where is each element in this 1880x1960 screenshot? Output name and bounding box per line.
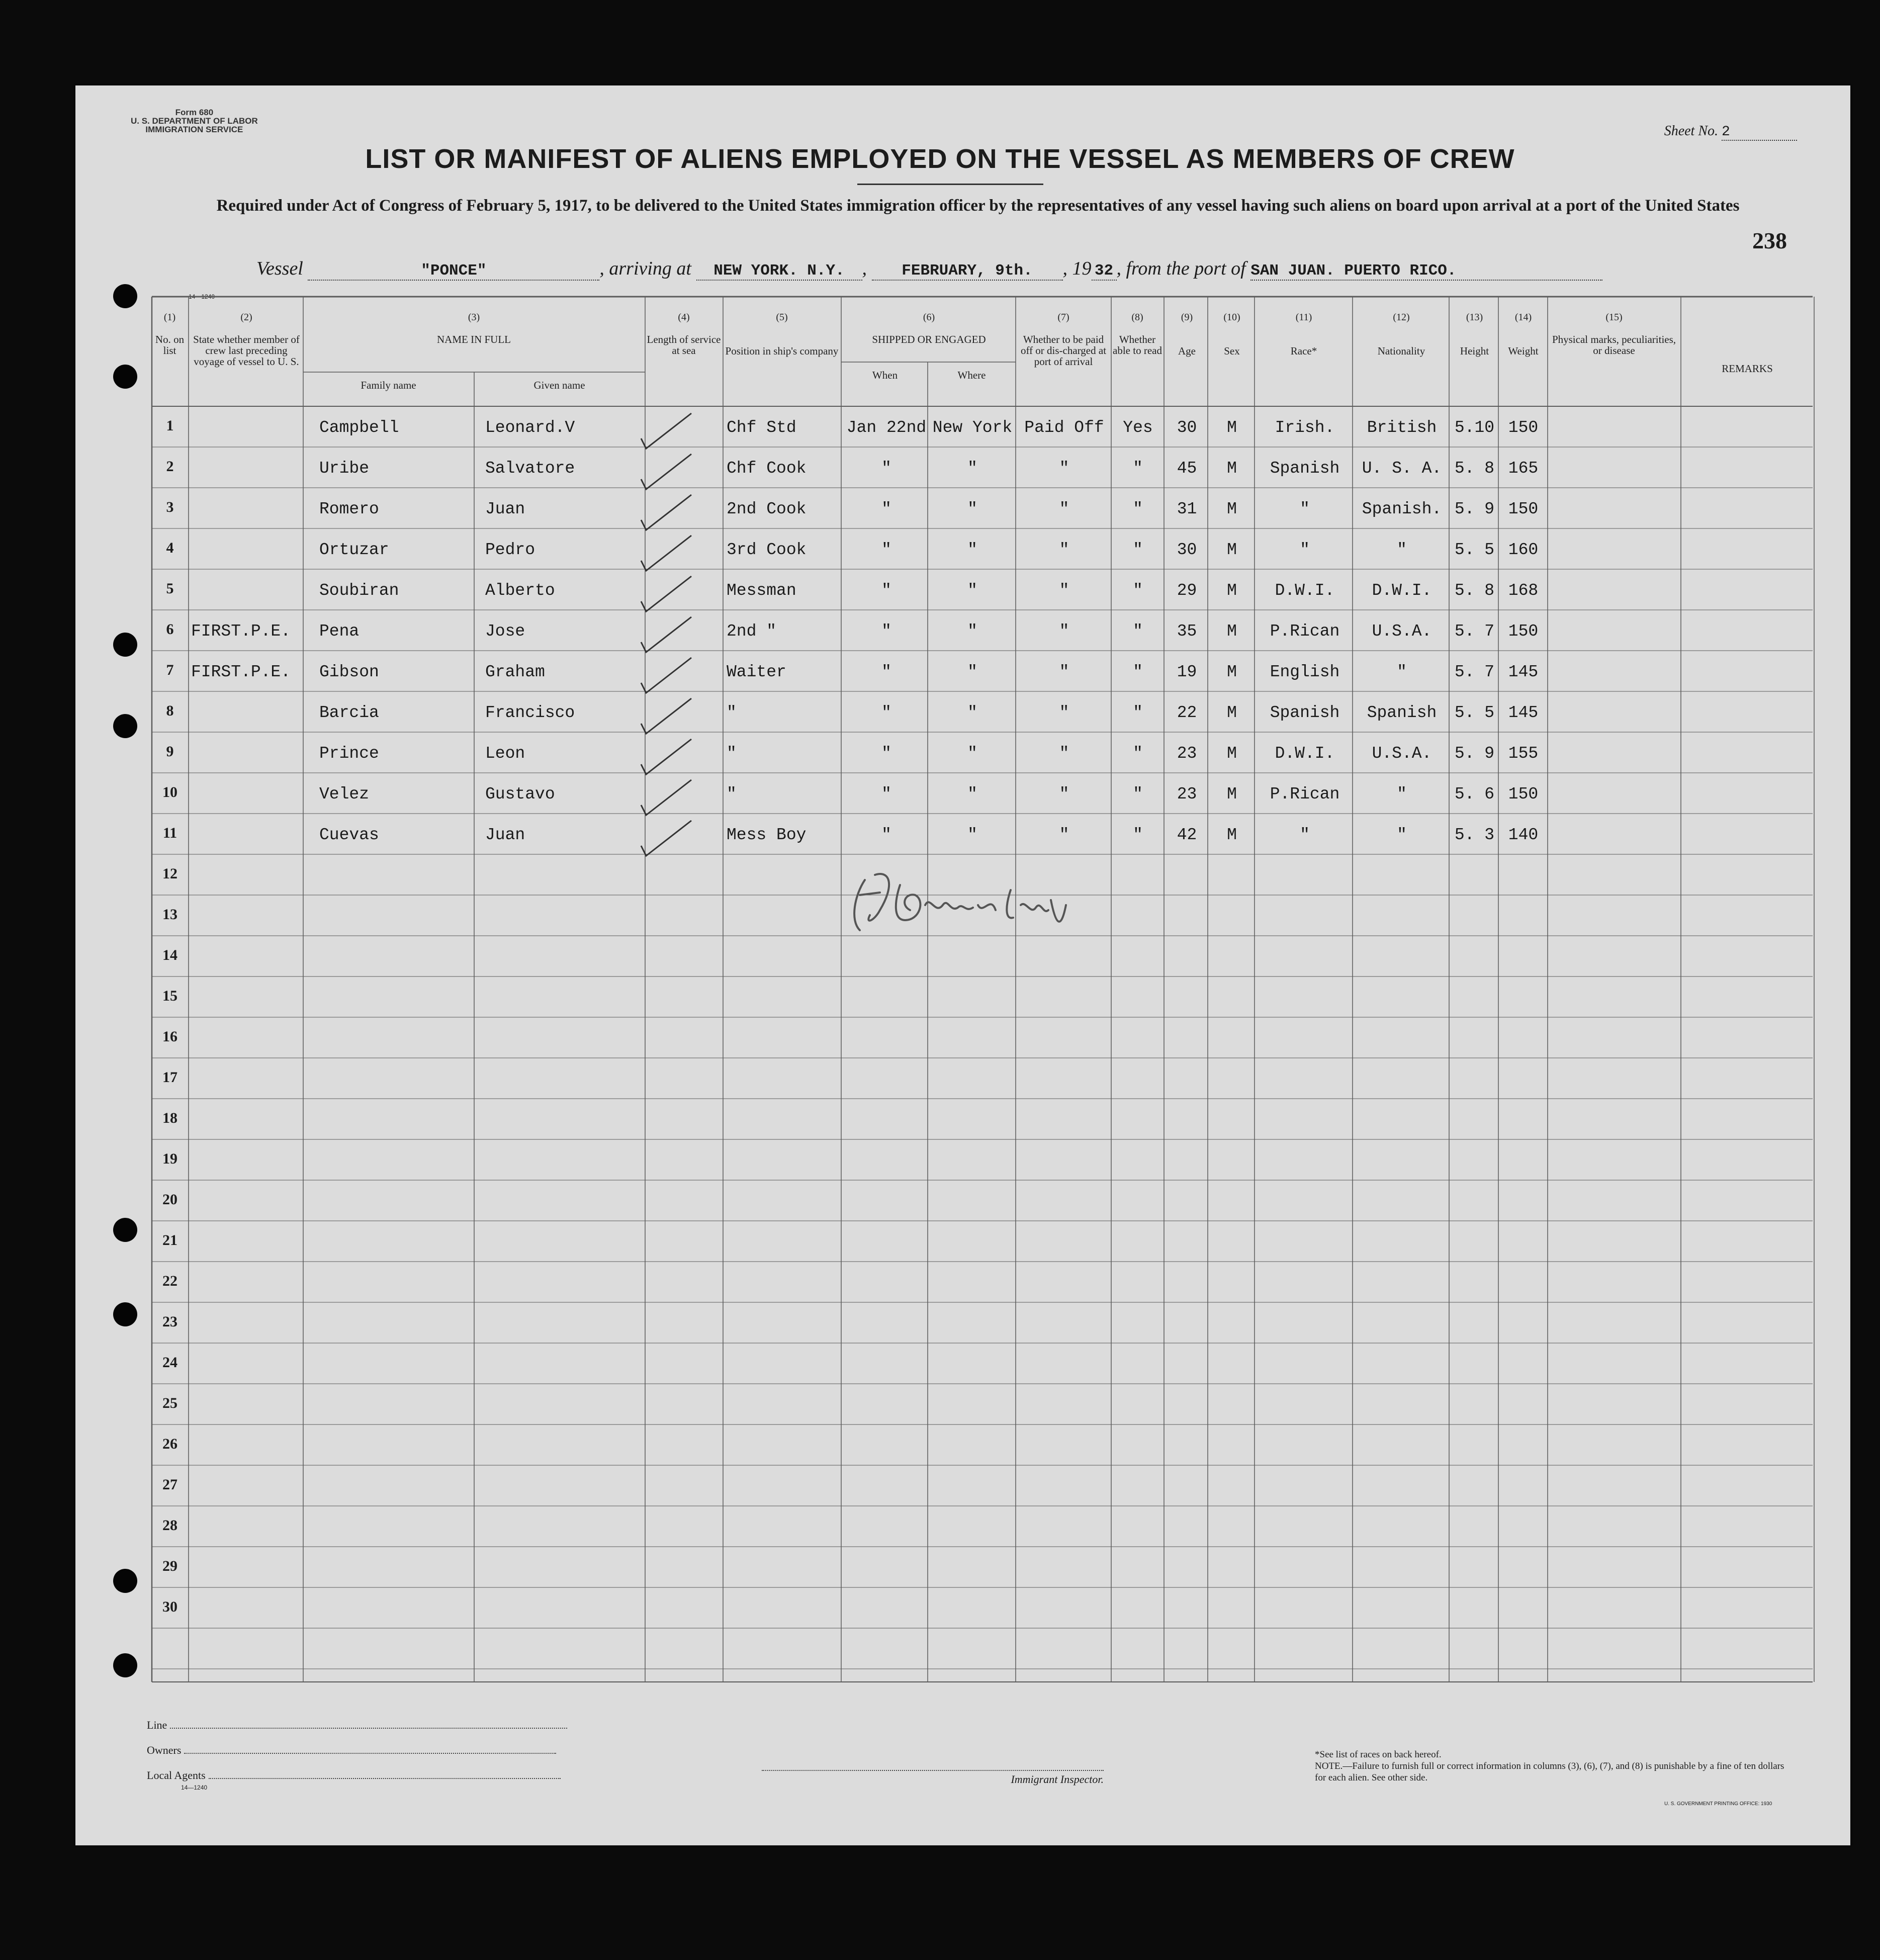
cell-nationality: " bbox=[1397, 541, 1407, 559]
printing-office-imprint: U. S. GOVERNMENT PRINTING OFFICE: 1930 bbox=[1664, 1801, 1772, 1807]
cell-read: " bbox=[1133, 581, 1143, 600]
cell-paid: " bbox=[1059, 785, 1069, 804]
cell-when: " bbox=[881, 826, 891, 844]
col8-number: (8) bbox=[1131, 312, 1143, 323]
cell-height: 5.10 bbox=[1454, 418, 1495, 437]
footer-notes bbox=[1315, 1749, 1787, 1784]
row-number: 26 bbox=[162, 1436, 177, 1452]
row-number: 29 bbox=[162, 1558, 177, 1574]
col3b-title: Given name bbox=[533, 379, 585, 391]
cell-height: 5. 9 bbox=[1454, 744, 1495, 763]
cell-paid: " bbox=[1059, 500, 1069, 518]
col6-number: (6) bbox=[923, 312, 935, 323]
col15-title: Physical marks, peculiarities, or disease bbox=[1552, 333, 1676, 357]
cell-read: " bbox=[1133, 541, 1143, 559]
row-number: 19 bbox=[162, 1150, 177, 1167]
cell-race: P.Rican bbox=[1270, 785, 1340, 804]
row-number: 27 bbox=[162, 1476, 177, 1493]
cell-paid: " bbox=[1059, 541, 1069, 559]
cell-read: " bbox=[1133, 826, 1143, 844]
cell-weight: 140 bbox=[1508, 826, 1539, 844]
cell-prev-voyage: FIRST.P.E. bbox=[191, 622, 291, 641]
cell-race: " bbox=[1300, 541, 1310, 559]
cell-family: Pena bbox=[319, 622, 360, 641]
cell-nationality: D.W.I. bbox=[1372, 581, 1432, 600]
cell-weight: 155 bbox=[1508, 744, 1539, 763]
cell-race: P.Rican bbox=[1270, 622, 1340, 641]
form-number: Form 680 bbox=[175, 108, 214, 117]
col11-title: Race* bbox=[1290, 345, 1317, 357]
cell-position: Messman bbox=[727, 581, 796, 600]
cell-prev-voyage: FIRST.P.E. bbox=[191, 663, 291, 681]
row-number: 11 bbox=[162, 825, 177, 841]
row-number: 22 bbox=[162, 1273, 177, 1289]
cell-height: 5. 7 bbox=[1454, 663, 1495, 681]
col11-number: (11) bbox=[1295, 312, 1312, 323]
cell-height: 5. 7 bbox=[1454, 622, 1495, 641]
cell-given: Alberto bbox=[485, 581, 555, 600]
cell-when: " bbox=[881, 703, 891, 722]
cell-where: " bbox=[967, 622, 977, 641]
cell-height: 5. 3 bbox=[1454, 826, 1495, 844]
cell-height: 5. 8 bbox=[1454, 581, 1495, 600]
cell-position: " bbox=[727, 744, 737, 763]
cell-given: Graham bbox=[485, 663, 545, 681]
cell-given: Gustavo bbox=[485, 785, 555, 804]
footer-owners-label: Owners bbox=[147, 1744, 182, 1756]
cell-given: Juan bbox=[485, 826, 525, 844]
col12-title: Nationality bbox=[1377, 345, 1425, 357]
cell-family: Prince bbox=[319, 744, 379, 763]
punch-hole bbox=[113, 284, 137, 308]
footer-print-code: 14—1240 bbox=[181, 1784, 208, 1791]
cell-where: " bbox=[967, 541, 977, 559]
cell-sex: M bbox=[1227, 541, 1237, 559]
row-number: 23 bbox=[162, 1313, 177, 1330]
row-number: 14 bbox=[162, 947, 177, 963]
penalty-note: NOTE.—Failure to furnish full or correct information in columns (3), (6), (7), and (8) is punishable by a fine of ten dollars for each alien. See other side. bbox=[1315, 1761, 1784, 1783]
col10-title: Sex bbox=[1224, 345, 1240, 357]
vessel-label: Vessel bbox=[256, 258, 303, 279]
cell-weight: 168 bbox=[1508, 581, 1539, 600]
col13-header bbox=[1451, 312, 1498, 357]
cell-weight: 160 bbox=[1508, 541, 1539, 559]
cell-where: New York bbox=[932, 418, 1013, 437]
col11-header bbox=[1256, 312, 1352, 357]
cell-paid: " bbox=[1059, 663, 1069, 681]
punch-hole bbox=[113, 365, 137, 389]
cell-family: Gibson bbox=[319, 663, 379, 681]
cell-age: 30 bbox=[1177, 541, 1197, 559]
cell-nationality: British bbox=[1367, 418, 1437, 437]
cell-race: Irish. bbox=[1275, 418, 1335, 437]
cell-height: 5. 8 bbox=[1454, 459, 1495, 478]
cell-sex: M bbox=[1227, 826, 1237, 844]
cell-age: 23 bbox=[1177, 744, 1197, 763]
col3-header bbox=[304, 312, 644, 345]
cell-paid: " bbox=[1059, 459, 1069, 478]
col4-title: Length of service at sea bbox=[647, 333, 721, 357]
cell-age: 19 bbox=[1177, 663, 1197, 681]
cell-age: 31 bbox=[1177, 500, 1197, 518]
cell-where: " bbox=[967, 500, 977, 518]
cell-weight: 150 bbox=[1508, 418, 1539, 437]
cell-sex: M bbox=[1227, 785, 1237, 804]
punch-hole bbox=[113, 1653, 137, 1677]
cell-height: 5. 5 bbox=[1454, 703, 1495, 722]
races-note: *See list of races on back hereof. bbox=[1315, 1749, 1442, 1760]
cell-when: " bbox=[881, 581, 891, 600]
cell-paid: " bbox=[1059, 581, 1069, 600]
cell-when: " bbox=[881, 744, 891, 763]
col6b-title: Where bbox=[957, 369, 986, 381]
col16-title: REMARKS bbox=[1722, 363, 1773, 375]
cell-nationality: U.S.A. bbox=[1372, 744, 1432, 763]
vessel-name: "PONCE" bbox=[308, 262, 599, 281]
sheet-number-label: Sheet No. bbox=[1664, 123, 1718, 139]
col1-title: No. on list bbox=[155, 333, 185, 357]
punch-hole bbox=[113, 714, 137, 738]
cell-read: " bbox=[1133, 459, 1143, 478]
col13-number: (13) bbox=[1466, 312, 1483, 323]
footer-agents-field bbox=[147, 1769, 561, 1782]
punch-hole bbox=[113, 1569, 137, 1593]
cell-race: " bbox=[1300, 826, 1310, 844]
col5-number: (5) bbox=[776, 312, 788, 323]
cell-sex: M bbox=[1227, 622, 1237, 641]
row-number: 17 bbox=[162, 1069, 177, 1086]
punch-hole bbox=[113, 633, 137, 657]
cell-weight: 150 bbox=[1508, 500, 1539, 518]
cell-given: Leon bbox=[485, 744, 525, 763]
cell-weight: 145 bbox=[1508, 663, 1539, 681]
cell-nationality: " bbox=[1397, 826, 1407, 844]
cell-race: D.W.I. bbox=[1275, 744, 1335, 763]
cell-family: Cuevas bbox=[319, 826, 379, 844]
cell-position: 2nd Cook bbox=[727, 500, 807, 518]
cell-family: Uribe bbox=[319, 459, 370, 478]
from-port: SAN JUAN. PUERTO RICO. bbox=[1250, 262, 1602, 281]
cell-read: " bbox=[1133, 663, 1143, 681]
col5-title: Position in ship's company bbox=[725, 345, 839, 357]
col10-number: (10) bbox=[1223, 312, 1240, 323]
title-rule bbox=[857, 184, 1043, 185]
cell-family: Velez bbox=[319, 785, 370, 804]
cell-where: " bbox=[967, 703, 977, 722]
cell-weight: 150 bbox=[1508, 785, 1539, 804]
arrival-year: 32 bbox=[1092, 262, 1117, 281]
cell-when: " bbox=[881, 622, 891, 641]
cell-family: Romero bbox=[319, 500, 379, 518]
cell-given: Jose bbox=[485, 622, 525, 641]
cell-family: Campbell bbox=[319, 418, 399, 437]
cell-when: " bbox=[881, 785, 891, 804]
footer-line-field bbox=[147, 1719, 567, 1732]
cell-given: Francisco bbox=[485, 703, 575, 722]
cell-read: " bbox=[1133, 785, 1143, 804]
col8-header bbox=[1112, 312, 1162, 356]
col15-header bbox=[1549, 312, 1679, 356]
cell-paid: " bbox=[1059, 622, 1069, 641]
col16-header bbox=[1682, 363, 1813, 374]
cell-sex: M bbox=[1227, 703, 1237, 722]
cell-sex: M bbox=[1227, 663, 1237, 681]
col14-number: (14) bbox=[1514, 312, 1532, 323]
row-number: 2 bbox=[166, 458, 174, 475]
cell-nationality: " bbox=[1397, 663, 1407, 681]
cell-when: Jan 22nd bbox=[846, 418, 927, 437]
cell-position: Mess Boy bbox=[727, 826, 807, 844]
col15-number: (15) bbox=[1605, 312, 1623, 323]
col6-header bbox=[842, 312, 1016, 345]
row-number: 3 bbox=[166, 499, 174, 515]
cell-nationality: U.S.A. bbox=[1372, 622, 1432, 641]
col7-number: (7) bbox=[1057, 312, 1069, 323]
inspector-signature bbox=[845, 865, 1086, 940]
cell-nationality: U. S. A. bbox=[1362, 459, 1442, 478]
cell-height: 5. 5 bbox=[1454, 541, 1495, 559]
cell-sex: M bbox=[1227, 500, 1237, 518]
col3-title: NAME IN FULL bbox=[437, 333, 511, 345]
arrival-date: FEBRUARY, 9th. bbox=[872, 262, 1063, 281]
col7-header bbox=[1017, 312, 1110, 367]
cell-paid: " bbox=[1059, 703, 1069, 722]
cell-read: " bbox=[1133, 622, 1143, 641]
cell-nationality: " bbox=[1397, 785, 1407, 804]
row-number: 4 bbox=[166, 540, 174, 556]
col14-title: Weight bbox=[1508, 345, 1539, 357]
cell-where: " bbox=[967, 663, 977, 681]
cell-given: Juan bbox=[485, 500, 525, 518]
cell-age: 22 bbox=[1177, 703, 1197, 722]
row-number: 16 bbox=[162, 1028, 177, 1045]
cell-age: 35 bbox=[1177, 622, 1197, 641]
cell-weight: 150 bbox=[1508, 622, 1539, 641]
cell-where: " bbox=[967, 581, 977, 600]
row-number: 1 bbox=[166, 417, 174, 434]
col3a-title: Family name bbox=[361, 379, 416, 391]
row-number: 12 bbox=[162, 865, 177, 882]
cell-race: Spanish bbox=[1270, 703, 1340, 722]
col1-header bbox=[153, 312, 186, 356]
document-subtitle: Required under Act of Congress of February 5, 1917, to be delivered to the United States immigration officer by the representatives of any vessel having such aliens on board upon arrival at a port of the United States bbox=[216, 197, 1740, 215]
cell-read: " bbox=[1133, 500, 1143, 518]
col6-title: SHIPPED OR ENGAGED bbox=[872, 333, 986, 345]
cell-when: " bbox=[881, 500, 891, 518]
col9-title: Age bbox=[1178, 345, 1196, 357]
col8-title: Whether able to read bbox=[1113, 333, 1162, 357]
cell-position: 2nd " bbox=[727, 622, 777, 641]
vessel-line: Vessel "PONCE" , arriving at NEW YORK. N.Y. , FEBRUARY, 9th. , 19 32 , from the port of SAN JUAN. PUERTO RICO. bbox=[256, 257, 1602, 281]
sheet-number-value: 2 bbox=[1722, 124, 1797, 141]
row-number: 5 bbox=[166, 580, 174, 597]
row-number: 21 bbox=[162, 1232, 177, 1249]
cell-weight: 165 bbox=[1508, 459, 1539, 478]
punch-hole bbox=[113, 1302, 137, 1326]
sheet-number bbox=[1664, 123, 1797, 141]
col4-header bbox=[646, 312, 722, 356]
cell-position: 3rd Cook bbox=[727, 541, 807, 559]
row-number: 28 bbox=[162, 1517, 177, 1534]
row-number: 20 bbox=[162, 1191, 177, 1208]
row-number: 9 bbox=[166, 743, 174, 760]
arriving-at-value: NEW YORK. N.Y. bbox=[696, 262, 862, 281]
cell-height: 5. 6 bbox=[1454, 785, 1495, 804]
row-number: 8 bbox=[166, 702, 174, 719]
cell-nationality: Spanish. bbox=[1362, 500, 1442, 518]
cell-paid: Paid Off bbox=[1024, 418, 1104, 437]
cell-paid: " bbox=[1059, 826, 1069, 844]
cell-given: Pedro bbox=[485, 541, 535, 559]
col12-header bbox=[1354, 312, 1449, 357]
row-number: 30 bbox=[162, 1598, 177, 1615]
cell-age: 23 bbox=[1177, 785, 1197, 804]
cell-family: Barcia bbox=[319, 703, 379, 722]
row-number: 25 bbox=[162, 1395, 177, 1411]
col5-header bbox=[724, 312, 840, 357]
service-name: IMMIGRATION SERVICE bbox=[145, 125, 243, 134]
row-number: 15 bbox=[162, 988, 177, 1004]
cell-read: " bbox=[1133, 703, 1143, 722]
cell-race: English bbox=[1270, 663, 1340, 681]
cell-where: " bbox=[967, 459, 977, 478]
cell-read: Yes bbox=[1123, 418, 1153, 437]
cell-age: 42 bbox=[1177, 826, 1197, 844]
col2-title: State whether member of crew last preceding voyage of vessel to U. S. bbox=[193, 333, 300, 368]
footer-line-label: Line bbox=[147, 1719, 167, 1731]
row-number: 7 bbox=[166, 662, 174, 678]
cell-given: Leonard.V bbox=[485, 418, 575, 437]
cell-when: " bbox=[881, 459, 891, 478]
cell-sex: M bbox=[1227, 581, 1237, 600]
cell-where: " bbox=[967, 744, 977, 763]
print-code: 14—1240 bbox=[189, 293, 215, 300]
cell-race: " bbox=[1300, 500, 1310, 518]
cell-position: " bbox=[727, 703, 737, 722]
col12-number: (12) bbox=[1393, 312, 1410, 323]
row-number: 6 bbox=[166, 621, 174, 638]
col10-header bbox=[1209, 312, 1255, 357]
cell-nationality: Spanish bbox=[1367, 703, 1437, 722]
cell-height: 5. 9 bbox=[1454, 500, 1495, 518]
col9-header bbox=[1166, 312, 1208, 357]
cell-sex: M bbox=[1227, 459, 1237, 478]
row-number: 24 bbox=[162, 1354, 177, 1371]
cell-where: " bbox=[967, 826, 977, 844]
cell-position: Chf Cook bbox=[727, 459, 807, 478]
col4-number: (4) bbox=[678, 312, 690, 323]
cell-position: " bbox=[727, 785, 737, 804]
cell-weight: 145 bbox=[1508, 703, 1539, 722]
cell-paid: " bbox=[1059, 744, 1069, 763]
cell-race: D.W.I. bbox=[1275, 581, 1335, 600]
col3-number: (3) bbox=[468, 312, 480, 323]
col6a-title: When bbox=[872, 369, 898, 381]
cell-position: Waiter bbox=[727, 663, 786, 681]
from-label: , from the port of bbox=[1116, 258, 1246, 279]
arriving-label: , arriving at bbox=[599, 258, 691, 279]
cell-position: Chf Std bbox=[727, 418, 796, 437]
immigrant-inspector-line: Immigrant Inspector. bbox=[762, 1770, 1104, 1786]
col9-number: (9) bbox=[1181, 312, 1193, 323]
cell-given: Salvatore bbox=[485, 459, 575, 478]
cell-age: 29 bbox=[1177, 581, 1197, 600]
cell-age: 30 bbox=[1177, 418, 1197, 437]
page-number: 238 bbox=[1752, 228, 1787, 253]
cell-read: " bbox=[1133, 744, 1143, 763]
department-name: U. S. DEPARTMENT OF LABOR bbox=[131, 116, 258, 126]
footer-agents-label: Local Agents bbox=[147, 1769, 206, 1781]
year-prefix: 19 bbox=[1072, 258, 1092, 279]
col2-number: (2) bbox=[240, 312, 252, 323]
cell-where: " bbox=[967, 785, 977, 804]
cell-family: Soubiran bbox=[319, 581, 399, 600]
row-number: 18 bbox=[162, 1110, 177, 1126]
col2-header bbox=[191, 312, 302, 367]
document-title: LIST OR MANIFEST OF ALIENS EMPLOYED ON THE VESSEL AS MEMBERS OF CREW bbox=[365, 144, 1515, 174]
row-number: 10 bbox=[162, 784, 177, 800]
footer-owners-field bbox=[147, 1744, 556, 1757]
punch-hole bbox=[113, 1218, 137, 1242]
col14-header bbox=[1499, 312, 1547, 357]
cell-when: " bbox=[881, 541, 891, 559]
cell-when: " bbox=[881, 663, 891, 681]
col13-title: Height bbox=[1460, 345, 1489, 357]
form-identifier bbox=[131, 108, 258, 134]
cell-race: Spanish bbox=[1270, 459, 1340, 478]
cell-family: Ortuzar bbox=[319, 541, 389, 559]
cell-sex: M bbox=[1227, 744, 1237, 763]
cell-age: 45 bbox=[1177, 459, 1197, 478]
col1-number: (1) bbox=[163, 312, 176, 323]
cell-sex: M bbox=[1227, 418, 1237, 437]
row-number: 13 bbox=[162, 906, 177, 923]
col7-title: Whether to be paid off or dis-charged at port of arrival bbox=[1020, 333, 1107, 368]
